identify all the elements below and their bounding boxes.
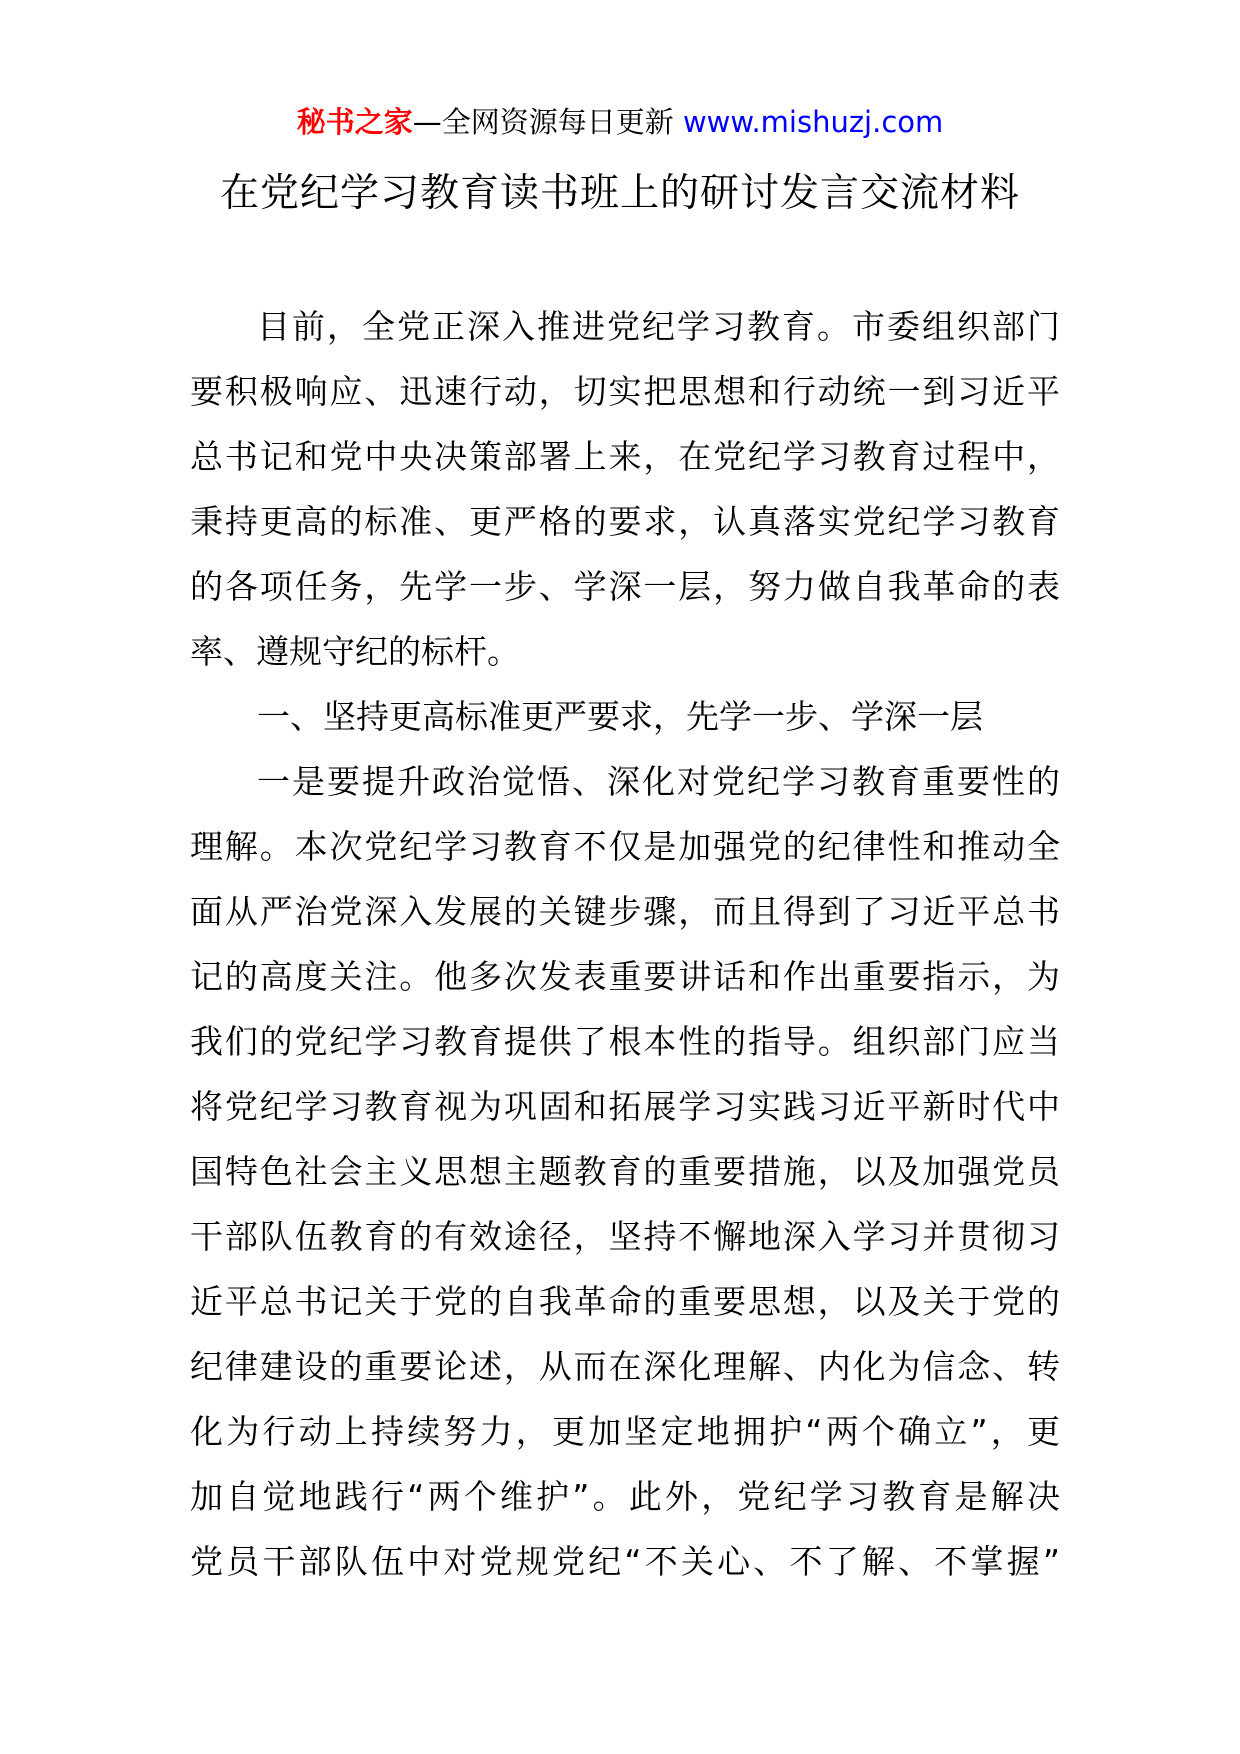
paragraph-line: 我们的党纪学习教育提供了根本性的指导。组织部门应当 xyxy=(190,1022,1060,1061)
paragraph-line: 加自觉地践行“两个维护”。此外，党纪学习教育是解决 xyxy=(190,1477,1060,1516)
site-header xyxy=(0,100,1240,144)
paragraph-line: 理解。本次党纪学习教育不仅是加强党的纪律性和推动全 xyxy=(190,827,1060,866)
paragraph-line: 国特色社会主义思想主题教育的重要措施，以及加强党员 xyxy=(190,1152,1060,1191)
paragraph-line: 纪律建设的重要论述，从而在深化理解、内化为信念、转 xyxy=(190,1347,1060,1386)
paragraph-line: 记的高度关注。他多次发表重要讲话和作出重要指示，为 xyxy=(190,957,1060,996)
paragraph-line: 面从严治党深入发展的关键步骤，而且得到了习近平总书 xyxy=(190,892,1060,931)
paragraph-line: 率、遵规守纪的标杆。 xyxy=(190,632,520,671)
section-heading: 一、坚持更高标准更严要求，先学一步、学深一层 xyxy=(257,697,983,736)
site-brand: 秘书之家 xyxy=(296,105,413,139)
paragraph-line: 秉持更高的标准、更严格的要求，认真落实党纪学习教育 xyxy=(190,502,1060,541)
document-body xyxy=(190,294,1060,1594)
paragraph-line: 总书记和党中央决策部署上来，在党纪学习教育过程中， xyxy=(190,437,1060,476)
paragraph-line: 党员干部队伍中对党规党纪“不关心、不了解、不掌握” xyxy=(190,1542,1060,1581)
paragraph-line: 的各项任务，先学一步、学深一层，努力做自我革命的表 xyxy=(190,567,1060,606)
site-tagline: —全网资源每日更新 xyxy=(412,105,683,139)
paragraph-line: 化为行动上持续努力，更加坚定地拥护“两个确立”，更 xyxy=(190,1412,1060,1451)
paragraph-line: 将党纪学习教育视为巩固和拓展学习实践习近平新时代中 xyxy=(190,1087,1060,1126)
paragraph-line: 近平总书记关于党的自我革命的重要思想，以及关于党的 xyxy=(190,1282,1060,1321)
paragraph-line: 要积极响应、迅速行动，切实把思想和行动统一到习近平 xyxy=(190,372,1060,411)
paragraph-line: 目前，全党正深入推进党纪学习教育。市委组织部门 xyxy=(257,307,1060,346)
document-title: 在党纪学习教育读书班上的研讨发言交流材料 xyxy=(219,171,1020,216)
paragraph-line: 一是要提升政治觉悟、深化对党纪学习教育重要性的 xyxy=(257,762,1060,801)
site-url-link[interactable]: www.mishuzj.com xyxy=(682,105,944,139)
paragraph-line: 干部队伍教育的有效途径，坚持不懈地深入学习并贯彻习 xyxy=(190,1217,1060,1256)
